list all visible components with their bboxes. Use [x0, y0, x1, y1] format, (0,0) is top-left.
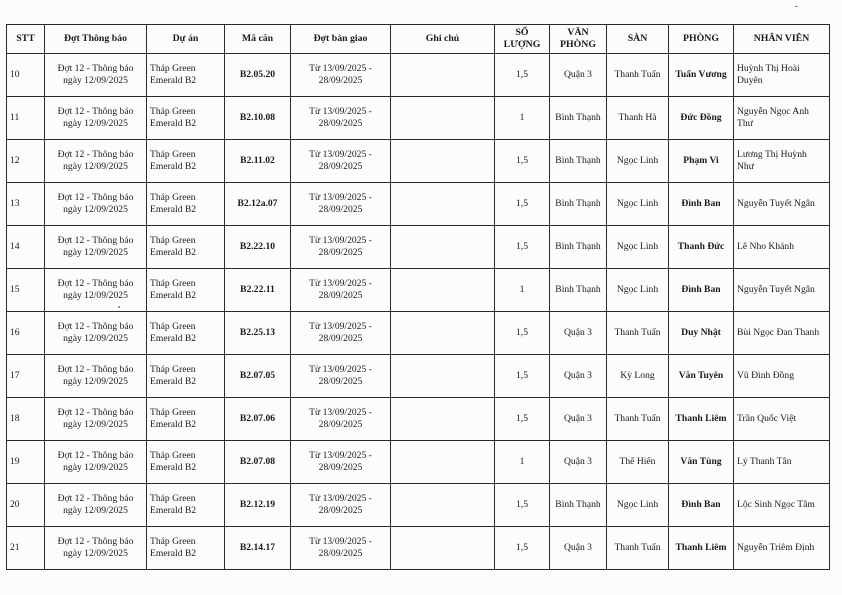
cell-van-phong: Quận 3	[550, 355, 607, 398]
table-row	[7, 441, 830, 484]
cell-so-luong: 1	[495, 441, 550, 484]
cell-ma-can: B2.14.17	[225, 527, 291, 570]
cell-ghi-chu	[391, 484, 495, 527]
cell-nhan-vien: Nguyễn Tuyết Ngân	[734, 183, 830, 226]
cell-ma-can: B2.07.08	[225, 441, 291, 484]
cell-dot-thong-bao: Đợt 12 - Thông báo ngày 12/09/2025	[45, 441, 147, 484]
cell-stt: 16	[7, 312, 45, 355]
cell-ma-can: B2.12.19	[225, 484, 291, 527]
cell-dot-thong-bao: Đợt 12 - Thông báo ngày 12/09/2025	[45, 54, 147, 97]
cell-nhan-vien: Lộc Sinh Ngọc Tâm	[734, 484, 830, 527]
cell-nhan-vien: Lý Thanh Tân	[734, 441, 830, 484]
table-header-row	[7, 25, 830, 54]
cell-dot-ban-giao: Từ 13/09/2025 - 28/09/2025	[291, 355, 391, 398]
cell-phong: Đức Đồng	[669, 97, 734, 140]
header-van-phong: VĂN PHÒNG	[550, 25, 607, 54]
cell-du-an: Tháp Green Emerald B2	[147, 54, 225, 97]
cell-so-luong: 1,5	[495, 140, 550, 183]
table-row	[7, 527, 830, 570]
table-row	[7, 140, 830, 183]
cell-ma-can: B2.05.20	[225, 54, 291, 97]
header-san: SÀN	[607, 25, 669, 54]
cell-stt: 11	[7, 97, 45, 140]
cell-san: Ngọc Linh	[607, 140, 669, 183]
cell-dot-thong-bao: Đợt 12 - Thông báo ngày 12/09/2025	[45, 527, 147, 570]
table-row	[7, 355, 830, 398]
cell-ma-can: B2.22.11	[225, 269, 291, 312]
cell-nhan-vien: Bùi Ngọc Đan Thanh	[734, 312, 830, 355]
cell-stt: 21	[7, 527, 45, 570]
cell-nhan-vien: Trần Quốc Việt	[734, 398, 830, 441]
cell-so-luong: 1,5	[495, 312, 550, 355]
cell-van-phong: Bình Thạnh	[550, 97, 607, 140]
header-so-luong: SỐ LƯỢNG	[495, 25, 550, 54]
cell-dot-ban-giao: Từ 13/09/2025 - 28/09/2025	[291, 97, 391, 140]
cell-phong: Văn Tùng	[669, 441, 734, 484]
cell-so-luong: 1,5	[495, 527, 550, 570]
header-phong: PHÒNG	[669, 25, 734, 54]
cell-so-luong: 1,5	[495, 54, 550, 97]
cell-ghi-chu	[391, 527, 495, 570]
cell-ma-can: B2.12a.07	[225, 183, 291, 226]
cell-du-an: Tháp Green Emerald B2	[147, 269, 225, 312]
cell-so-luong: 1,5	[495, 183, 550, 226]
cell-ghi-chu	[391, 355, 495, 398]
cell-stt: 18	[7, 398, 45, 441]
cell-van-phong: Quận 3	[550, 398, 607, 441]
cell-nhan-vien: Lương Thị Huỳnh Như	[734, 140, 830, 183]
cell-so-luong: 1,5	[495, 226, 550, 269]
cell-van-phong: Bình Thạnh	[550, 140, 607, 183]
cell-dot-ban-giao: Từ 13/09/2025 - 28/09/2025	[291, 484, 391, 527]
cell-dot-ban-giao: Từ 13/09/2025 - 28/09/2025	[291, 54, 391, 97]
cell-san: Ngọc Linh	[607, 484, 669, 527]
cell-ghi-chu	[391, 269, 495, 312]
cell-ma-can: B2.07.05	[225, 355, 291, 398]
cell-san: Thanh Hà	[607, 97, 669, 140]
table-row	[7, 269, 830, 312]
cell-ghi-chu	[391, 97, 495, 140]
cell-phong: Đình Ban	[669, 183, 734, 226]
header-stt: STT	[7, 25, 45, 54]
cell-du-an: Tháp Green Emerald B2	[147, 398, 225, 441]
table-row	[7, 398, 830, 441]
cell-dot-ban-giao: Từ 13/09/2025 - 28/09/2025	[291, 312, 391, 355]
cell-nhan-vien: Nguyễn Ngọc Anh Thư	[734, 97, 830, 140]
cell-dot-thong-bao: Đợt 12 - Thông báo ngày 12/09/2025	[45, 140, 147, 183]
table-row	[7, 183, 830, 226]
cell-ma-can: B2.11.02	[225, 140, 291, 183]
cell-dot-thong-bao: Đợt 12 - Thông báo ngày 12/09/2025	[45, 355, 147, 398]
cell-san: Ngọc Linh	[607, 269, 669, 312]
cell-nhan-vien: Nguyễn Tuyết Ngân	[734, 269, 830, 312]
cell-ghi-chu	[391, 312, 495, 355]
cell-du-an: Tháp Green Emerald B2	[147, 527, 225, 570]
cell-phong: Thanh Đức	[669, 226, 734, 269]
table-row	[7, 484, 830, 527]
cell-phong: Thanh Liêm	[669, 398, 734, 441]
cell-stt: 13	[7, 183, 45, 226]
cell-du-an: Tháp Green Emerald B2	[147, 140, 225, 183]
table-body	[7, 54, 830, 570]
cell-dot-thong-bao: Đợt 12 - Thông báo ngày 12/09/2025	[45, 226, 147, 269]
cell-van-phong: Quận 3	[550, 54, 607, 97]
cell-san: Thế Hiển	[607, 441, 669, 484]
cell-phong: Văn Tuyên	[669, 355, 734, 398]
cell-du-an: Tháp Green Emerald B2	[147, 226, 225, 269]
header-nhan-vien: NHÂN VIÊN	[734, 25, 830, 54]
cell-ghi-chu	[391, 140, 495, 183]
cell-so-luong: 1	[495, 269, 550, 312]
cell-ma-can: B2.10.08	[225, 97, 291, 140]
cell-van-phong: Quận 3	[550, 441, 607, 484]
table-row	[7, 226, 830, 269]
cell-phong: Đình Ban	[669, 269, 734, 312]
cell-nhan-vien: Huỳnh Thị Hoài Duyên	[734, 54, 830, 97]
cell-phong: Duy Nhật	[669, 312, 734, 355]
cell-dot-ban-giao: Từ 13/09/2025 - 28/09/2025	[291, 140, 391, 183]
cell-stt: 10	[7, 54, 45, 97]
cell-van-phong: Bình Thạnh	[550, 269, 607, 312]
cell-dot-ban-giao: Từ 13/09/2025 - 28/09/2025	[291, 269, 391, 312]
cell-so-luong: 1,5	[495, 355, 550, 398]
header-dot-ban-giao: Đợt bàn giao	[291, 25, 391, 54]
cell-san: Ngọc Linh	[607, 226, 669, 269]
cell-dot-thong-bao: Đợt 12 - Thông báo ngày 12/09/2025	[45, 97, 147, 140]
cell-dot-ban-giao: Từ 13/09/2025 - 28/09/2025	[291, 183, 391, 226]
cell-san: Thanh Tuấn	[607, 312, 669, 355]
cell-van-phong: Bình Thạnh	[550, 183, 607, 226]
cell-du-an: Tháp Green Emerald B2	[147, 484, 225, 527]
cell-ghi-chu	[391, 183, 495, 226]
cell-ma-can: B2.07.06	[225, 398, 291, 441]
table-row	[7, 312, 830, 355]
cell-van-phong: Quận 3	[550, 312, 607, 355]
scan-speck	[118, 306, 120, 308]
table-row	[7, 97, 830, 140]
cell-so-luong: 1,5	[495, 484, 550, 527]
cell-san: Thanh Tuấn	[607, 54, 669, 97]
cell-san: Kỳ Long	[607, 355, 669, 398]
cell-phong: Tuấn Vương	[669, 54, 734, 97]
cell-du-an: Tháp Green Emerald B2	[147, 97, 225, 140]
cell-dot-ban-giao: Từ 13/09/2025 - 28/09/2025	[291, 398, 391, 441]
cell-du-an: Tháp Green Emerald B2	[147, 312, 225, 355]
cell-nhan-vien: Nguyễn Triêm Định	[734, 527, 830, 570]
table-row	[7, 54, 830, 97]
cell-phong: Đình Ban	[669, 484, 734, 527]
cell-so-luong: 1,5	[495, 398, 550, 441]
cell-san: Thanh Tuấn	[607, 527, 669, 570]
cell-dot-thong-bao: Đợt 12 - Thông báo ngày 12/09/2025	[45, 398, 147, 441]
cell-dot-thong-bao: Đợt 12 - Thông báo ngày 12/09/2025	[45, 312, 147, 355]
cell-du-an: Tháp Green Emerald B2	[147, 183, 225, 226]
cell-dot-ban-giao: Từ 13/09/2025 - 28/09/2025	[291, 226, 391, 269]
header-ma-can: Mã căn	[225, 25, 291, 54]
header-ghi-chu: Ghi chú	[391, 25, 495, 54]
cell-stt: 19	[7, 441, 45, 484]
handover-table	[6, 24, 830, 570]
cell-du-an: Tháp Green Emerald B2	[147, 355, 225, 398]
cell-dot-ban-giao: Từ 13/09/2025 - 28/09/2025	[291, 441, 391, 484]
cell-san: Ngọc Linh	[607, 183, 669, 226]
cell-van-phong: Bình Thạnh	[550, 226, 607, 269]
cell-du-an: Tháp Green Emerald B2	[147, 441, 225, 484]
cell-ma-can: B2.22.10	[225, 226, 291, 269]
header-du-an: Dự án	[147, 25, 225, 54]
header-dot-thong-bao: Đợt Thông báo	[45, 25, 147, 54]
cell-stt: 20	[7, 484, 45, 527]
cell-so-luong: 1	[495, 97, 550, 140]
cell-van-phong: Quận 3	[550, 527, 607, 570]
cell-stt: 15	[7, 269, 45, 312]
cell-ghi-chu	[391, 398, 495, 441]
cell-phong: Thanh Liêm	[669, 527, 734, 570]
cell-ghi-chu	[391, 54, 495, 97]
cell-dot-thong-bao: Đợt 12 - Thông báo ngày 12/09/2025	[45, 269, 147, 312]
cell-nhan-vien: Lê Nho Khánh	[734, 226, 830, 269]
cell-dot-thong-bao: Đợt 12 - Thông báo ngày 12/09/2025	[45, 484, 147, 527]
scan-speck	[795, 6, 798, 7]
cell-nhan-vien: Vũ Đình Đồng	[734, 355, 830, 398]
cell-san: Thanh Tuấn	[607, 398, 669, 441]
cell-stt: 17	[7, 355, 45, 398]
cell-phong: Phạm Vi	[669, 140, 734, 183]
cell-ghi-chu	[391, 441, 495, 484]
cell-stt: 14	[7, 226, 45, 269]
cell-dot-thong-bao: Đợt 12 - Thông báo ngày 12/09/2025	[45, 183, 147, 226]
cell-ma-can: B2.25.13	[225, 312, 291, 355]
cell-van-phong: Bình Thạnh	[550, 484, 607, 527]
cell-dot-ban-giao: Từ 13/09/2025 - 28/09/2025	[291, 527, 391, 570]
cell-stt: 12	[7, 140, 45, 183]
cell-ghi-chu	[391, 226, 495, 269]
